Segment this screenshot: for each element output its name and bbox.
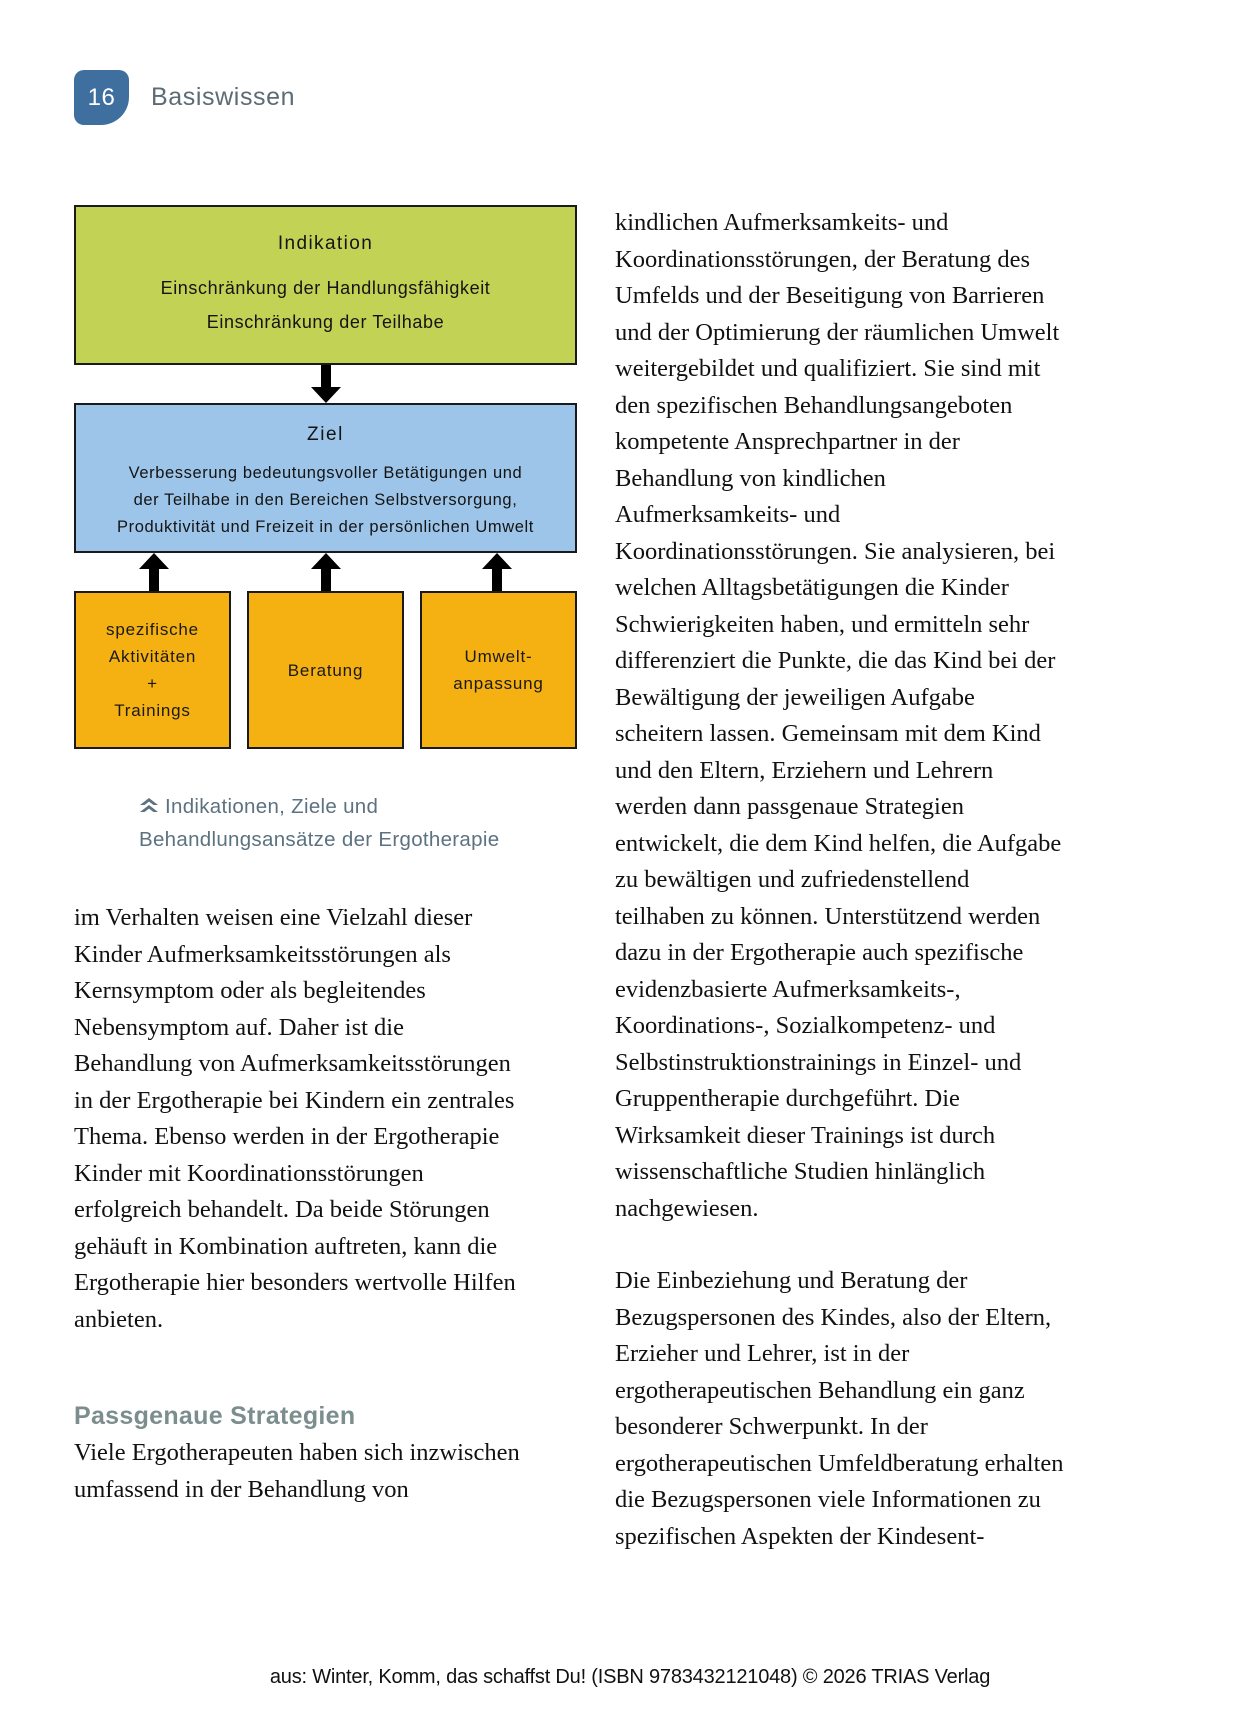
page-number: 16 [87, 83, 116, 111]
arrow-row-up [74, 553, 577, 591]
page-number-badge [74, 70, 129, 125]
figure-caption-text: Indikationen, Ziele und Behandlungsansätze der Ergotherapie [139, 795, 500, 851]
ziel-line-2: der Teilhabe in den Bereichen Selbstversorgung, [133, 491, 518, 509]
right-paragraph-1: kindlichen Aufmerksamkeits- und Koordinationsstörungen, der Beratung des Umfelds und der Beseitigung von Barrieren und der Optimierung der räumlichen Umwelt weitergebildet und qualifiziert. Sie sind mit den spezifischen Behandlungsangeboten kompetente Ansprechpartner in der Behandlung von kindlichen Aufmerksamkeits- und Koordinationsstörungen. Sie analysieren, bei welchen Alltagsbetätigungen die Kinder Schwierigkeiten haben, und ermitteln sehr differenziert die Punkte, die das Kind bei der Bewältigung der jeweiligen Aufgabe scheitern lassen. Gemeinsam mit dem Kind und den Eltern, Erziehern und Lehrern werden dann passgenaue Strategien entwickelt, die dem Kind helfen, die Aufgabe zu bewältigen und zufriedenstellend teilhaben zu können. Unterstützend werden dazu in der Ergotherapie auch spezifische evidenzbasierte Aufmerksamkeits-, Koordinations-, Sozialkompetenz- und Selbstinstruktionstrainings in Einzel- und Gruppentherapie durchgeführt. Die Wirksamkeit dieser Trainings ist durch wissenschaftliche Studien hinlänglich nachgewiesen. [615, 209, 1062, 1222]
figure-caption [139, 791, 569, 855]
diagram-box-umweltanpassung [420, 591, 577, 749]
indikation-line-1: Einschränkung der Handlungsfähigkeit [160, 278, 491, 298]
subheading-passgenaue-strategien: Passgenaue Strategien [74, 1402, 356, 1430]
ziel-title: Ziel [306, 424, 344, 445]
ziel-line-3: Produktivität und Freizeit in der persönlichen Umwelt [117, 518, 534, 536]
left-paragraph-1: im Verhalten weisen eine Vielzahl dieser Kinder Aufmerksamkeitsstörungen als Kernsymptom oder als begleitendes Nebensymptom auf. Daher ist die Behandlung von Aufmerksamkeitsstörungen in der Ergotherapie bei Kindern ein zentrales Thema. Ebenso werden in der Ergotherapie Kinder mit Koordinationsstörungen erfolgreich behandelt. Da beide Störungen gehäuft in Kombination auftreten, kann die Ergotherapie hier besonders wertvolle Hilfen anbieten. [74, 904, 516, 1333]
footer-text: aus: Winter, Komm, das schaffst Du! (ISBN 9783432121048) © 2026 TRIAS Verlag [269, 1666, 991, 1688]
diagram-box-indikation [74, 205, 577, 365]
left-column [74, 205, 544, 1508]
left-paragraph-2: Viele Ergotherapeuten haben sich inzwischen umfassend in der Behandlung von [74, 1439, 520, 1503]
right-column [615, 205, 1065, 1555]
diagram-method-boxes [74, 591, 577, 749]
method-label-2: Beratung [287, 660, 364, 680]
indikation-title: Indikation [277, 233, 374, 254]
section-title: Basiswissen [151, 83, 296, 111]
arrow-up-icon-1 [137, 553, 171, 591]
diagram-box-beratung [247, 591, 404, 749]
ziel-line-1: Verbesserung bedeutungsvoller Betätigungen und [128, 464, 523, 482]
arrow-row-down [74, 365, 577, 403]
method-label-1: spezifische Aktivitäten + Trainings [106, 620, 199, 720]
method-label-3: Umwelt- anpassung [453, 647, 544, 693]
diagram-box-ziel [74, 403, 577, 553]
figure-diagram [74, 205, 577, 749]
arrow-up-icon-2 [309, 553, 343, 591]
arrow-down-icon [309, 365, 343, 403]
chevron-up-icon [139, 793, 159, 824]
left-column-body [74, 900, 524, 1508]
diagram-box-aktivitaeten [74, 591, 231, 749]
page-footer [0, 1666, 1260, 1689]
running-head [74, 70, 295, 125]
arrow-up-icon-3 [480, 553, 514, 591]
right-paragraph-2: Die Einbeziehung und Beratung der Bezugspersonen des Kindes, also der Eltern, Erzieher und Lehrer, ist in der ergotherapeutischen Behandlung ein ganz besonderer Schwerpunkt. In der ergotherapeutischen Umfeldberatung erhalten die Bezugspersonen viele Informationen zu spezifischen Aspekten der Kindesent- [615, 1267, 1064, 1550]
indikation-line-2: Einschränkung der Teilhabe [206, 312, 445, 332]
